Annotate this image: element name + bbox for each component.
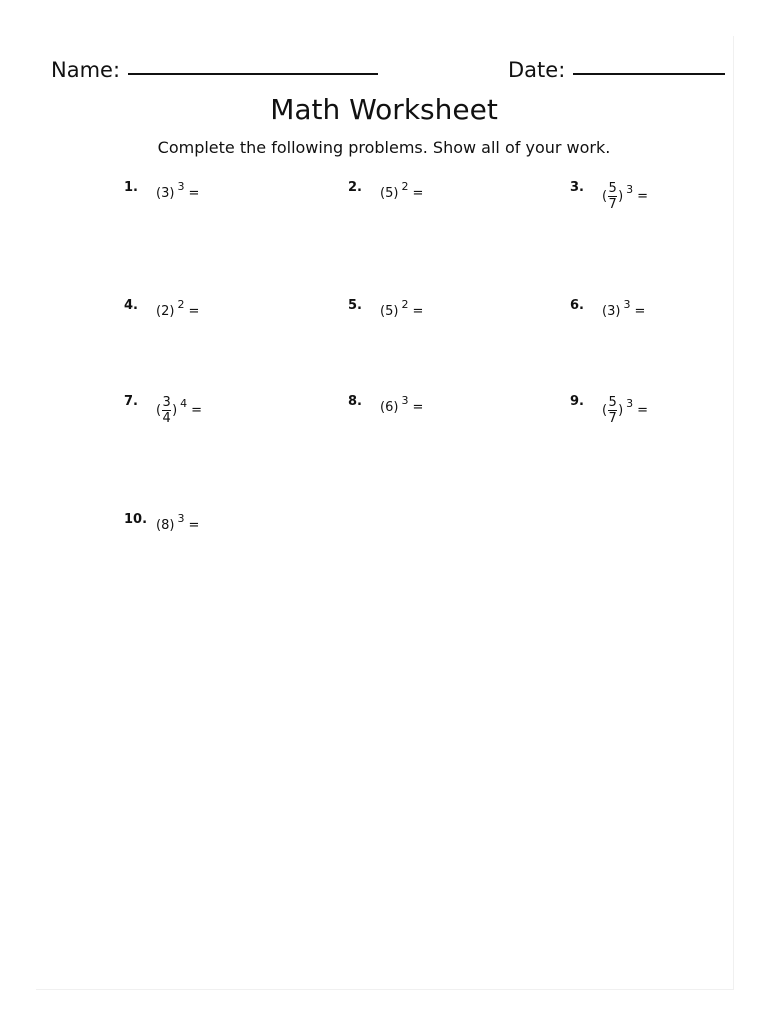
problem-5 <box>348 300 423 319</box>
page-title: Math Worksheet <box>270 93 498 126</box>
problem-1 <box>124 182 199 201</box>
equals-sign: = <box>191 403 203 418</box>
exponent: 2 <box>177 298 185 311</box>
problem-expression: ( 8 ) 3 = <box>156 512 200 533</box>
equals-sign: = <box>412 186 424 201</box>
problem-number: 3. <box>570 180 584 195</box>
problem-number: 10. <box>124 512 148 527</box>
problem-number: 9. <box>570 394 584 409</box>
exponent: 3 <box>177 512 185 525</box>
equals-sign: = <box>637 189 649 204</box>
numerator: 5 <box>608 395 617 410</box>
base-value: 5 <box>385 304 394 319</box>
problem-expression: ( 6 ) 3 = <box>380 394 424 415</box>
exponent: 3 <box>177 180 185 193</box>
base-value: 3 <box>607 304 616 319</box>
problem-number: 8. <box>348 394 362 409</box>
problem-expression: ( $\frac{3}{4}$ ) 4 = <box>156 395 203 426</box>
problem-expression: ( 3 ) 3 = <box>602 298 646 319</box>
numerator: 5 <box>608 181 617 196</box>
denominator: 7 <box>608 197 617 212</box>
base-value: 5 <box>385 186 394 201</box>
problem-number: 2. <box>348 180 362 195</box>
fraction <box>608 395 617 426</box>
date-label: Date: <box>508 58 566 82</box>
base-value: 3 <box>161 186 170 201</box>
problem-3 <box>570 182 648 212</box>
equals-sign: = <box>188 186 200 201</box>
problem-4 <box>124 300 199 319</box>
exponent: 3 <box>626 397 634 410</box>
exponent: 2 <box>401 180 409 193</box>
date-field-row <box>508 58 725 88</box>
name-field-row <box>51 58 378 88</box>
problem-expression: ( 5 ) 2 = <box>380 180 424 201</box>
date-blank-line <box>573 73 725 75</box>
problem-8 <box>348 396 423 415</box>
exponent: 3 <box>623 298 631 311</box>
instructions-text: Complete the following problems. Show all of your work. <box>157 138 611 157</box>
problem-number: 5. <box>348 298 362 313</box>
equals-sign: = <box>634 304 646 319</box>
exponent: 2 <box>401 298 409 311</box>
equals-sign: = <box>188 518 200 533</box>
equals-sign: = <box>412 304 424 319</box>
problem-9 <box>570 396 648 426</box>
problem-number: 7. <box>124 394 138 409</box>
fraction <box>162 395 171 426</box>
exponent: 3 <box>626 183 634 196</box>
problem-6 <box>570 300 645 319</box>
base-value: 6 <box>385 400 394 415</box>
equals-sign: = <box>188 304 200 319</box>
problem-expression: ( 2 ) 2 = <box>156 298 200 319</box>
problem-number: 1. <box>124 180 138 195</box>
problem-7 <box>124 396 202 426</box>
denominator: 4 <box>162 411 171 426</box>
problem-number: 6. <box>570 298 584 313</box>
problem-2 <box>348 182 423 201</box>
name-label: Name: <box>51 58 121 82</box>
exponent: 4 <box>180 397 188 410</box>
problem-number: 4. <box>124 298 138 313</box>
equals-sign: = <box>412 400 424 415</box>
denominator: 7 <box>608 411 617 426</box>
numerator: 3 <box>162 395 171 410</box>
problem-expression: ( 3 ) 3 = <box>156 180 200 201</box>
base-value: 2 <box>161 304 170 319</box>
problem-expression: ( $\frac{5}{7}$ ) 3 = <box>602 181 649 212</box>
problem-expression: ( 5 ) 2 = <box>380 298 424 319</box>
fraction <box>608 181 617 212</box>
equals-sign: = <box>637 403 649 418</box>
name-blank-line <box>128 73 378 75</box>
problem-expression: ( $\frac{5}{7}$ ) 3 = <box>602 395 649 426</box>
exponent: 3 <box>401 394 409 407</box>
base-value: 8 <box>161 518 170 533</box>
problem-10 <box>124 514 199 533</box>
